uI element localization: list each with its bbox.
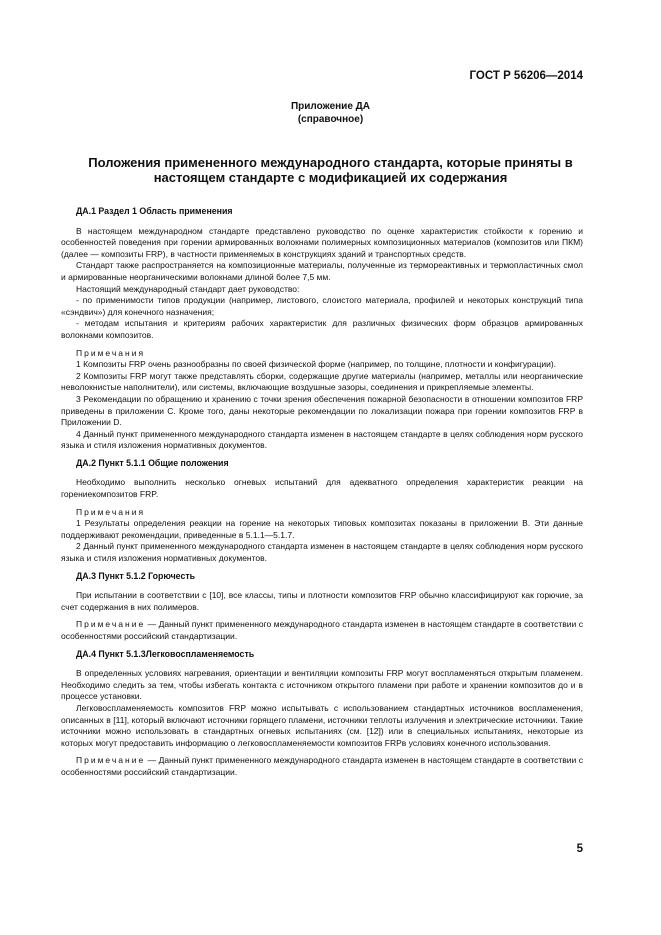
document-body <box>61 206 583 779</box>
paragraph: В определенных условиях нагревания, ориентации и вентиляции композиты FRP могут воспламеняться открытым пламенем. Необходимо следить за тем, чтобы избегать контакта с источником открытого пламени при работе и хранении композитов до и в процессе установки. <box>61 668 583 702</box>
paragraph: - по применимости типов продукции (например, листового, слоистого материала, профилей и некоторых конструкций типа «сэндвич») для конечного назначения; <box>61 295 583 317</box>
paragraph: Необходимо выполнить несколько огневых испытаний для адекватного определения характеристик реакции на горениекомпозитов FRP. <box>61 477 583 500</box>
paragraph: При испытании в соответствии с [10], все классы, типы и плотности композитов FRP обычно классифицируют как горючие, за счет содержания в них полимеров. <box>61 590 583 612</box>
paragraph: Стандарт также распространяется на композиционные материалы, полученные из термореактивных и термопластичных смол и армированные неорганическими волокнами длиной более 7,5 мм. <box>61 260 583 282</box>
section-heading-da3: ДА.3 Пункт 5.1.2 Горючесть <box>76 570 196 581</box>
note-item: 1 Композиты FRP очень разнообразны по своей физической форме (например, по толщине, плотности и конфигурации). <box>76 359 557 370</box>
page-number: 5 <box>576 843 583 855</box>
paragraph: Настоящий международный стандарт дает руководство: <box>76 283 300 294</box>
note <box>61 619 583 642</box>
notes-label: Примечания <box>76 506 146 517</box>
section-heading-da4: ДА.4 Пункт 5.1.3Легковоспламеняемость <box>76 648 255 659</box>
notes-label: Примечания <box>76 347 146 358</box>
note-item: 4 Данный пункт примененного международного стандарта изменен в настоящем стандарте в целях соблюдения норм русского языка и стиля изложения нормативных документов. <box>61 428 583 451</box>
section-heading-da2: ДА.2 Пункт 5.1.1 Общие положения <box>76 457 229 468</box>
page-title: Положения примененного международного стандарта, которые приняты в настоящем стандарте с модификацией их содержания <box>88 155 573 185</box>
paragraph: - методам испытания и критериям рабочих характеристик для различных физических форм образцов армированных волокнами композитов. <box>61 318 583 340</box>
note-item: 2 Данный пункт примененного международного стандарта изменен в настоящем стандарте в целях соблюдения норм русского языка и стиля изложения нормативных документов. <box>61 541 583 564</box>
note-text: — Данный пункт примененного международного стандарта изменен в настоящем стандарте в соответствии с особенностями российский стандартизации. <box>61 619 583 641</box>
appendix-subtitle: (справочное) <box>297 114 364 125</box>
paragraph: В настоящем международном стандарте представлено руководство по оценке характеристик стойкости к горению и особенностей поведения при горении армированных волокнами полимерных композиционных материалов (композитов или ПКМ) (далее — композиты FRP), в частности применяемых в конструкциях зданий и транспортных средств. <box>61 225 583 259</box>
note-text: — Данный пункт примененного международного стандарта изменен в настоящем стандарте в соответствии с особенностями российский стандартизации. <box>61 755 583 777</box>
note-item: 1 Результаты определения реакции на горение на некоторых типовых композитах показаны в приложении В. Эти данные поддерживают рекомендации, приведенные в 5.1.1—5.1.7. <box>61 518 583 540</box>
note <box>61 755 583 778</box>
standard-number: ГОСТ Р 56206—2014 <box>469 70 583 82</box>
note-label: Примечание <box>76 755 146 766</box>
section-heading-da1: ДА.1 Раздел 1 Область применения <box>76 206 233 216</box>
note-label: Примечание <box>76 619 146 630</box>
appendix-title: Приложение ДА <box>290 101 371 112</box>
note-item: 3 Рекомендации по обращению и хранению с точки зрения обеспечения пожарной безопасности в отношении композитов FRP приведены в приложении С. Кроме того, даны некоторые рекомендации по локализации пожара при горении композитов FRP в Приложении D. <box>61 393 583 428</box>
note-item: 2 Композиты FRP могут также представлять сборки, содержащие другие материалы (например, металлы или неорганические неволокнистые наполнители), или системы, включающие воздушные зазоры, соединения и прикрепляемые элементы. <box>61 370 583 393</box>
appendix-heading <box>0 100 661 126</box>
paragraph: Легковоспламеняемость композитов FRP можно испытывать с использованием стандартных источников воспламенения, описанных в [11], который включают источники горящего пламени, источники теплоты излучения и электрические источники. Такие источники можно использовать в стандартных огневых испытаниях (см. [12]) или в специальных испытаниях, некоторые из которых могут предоставить информацию о легковоспламеняемости композитов FRPв условиях конечного использования. <box>61 702 583 748</box>
